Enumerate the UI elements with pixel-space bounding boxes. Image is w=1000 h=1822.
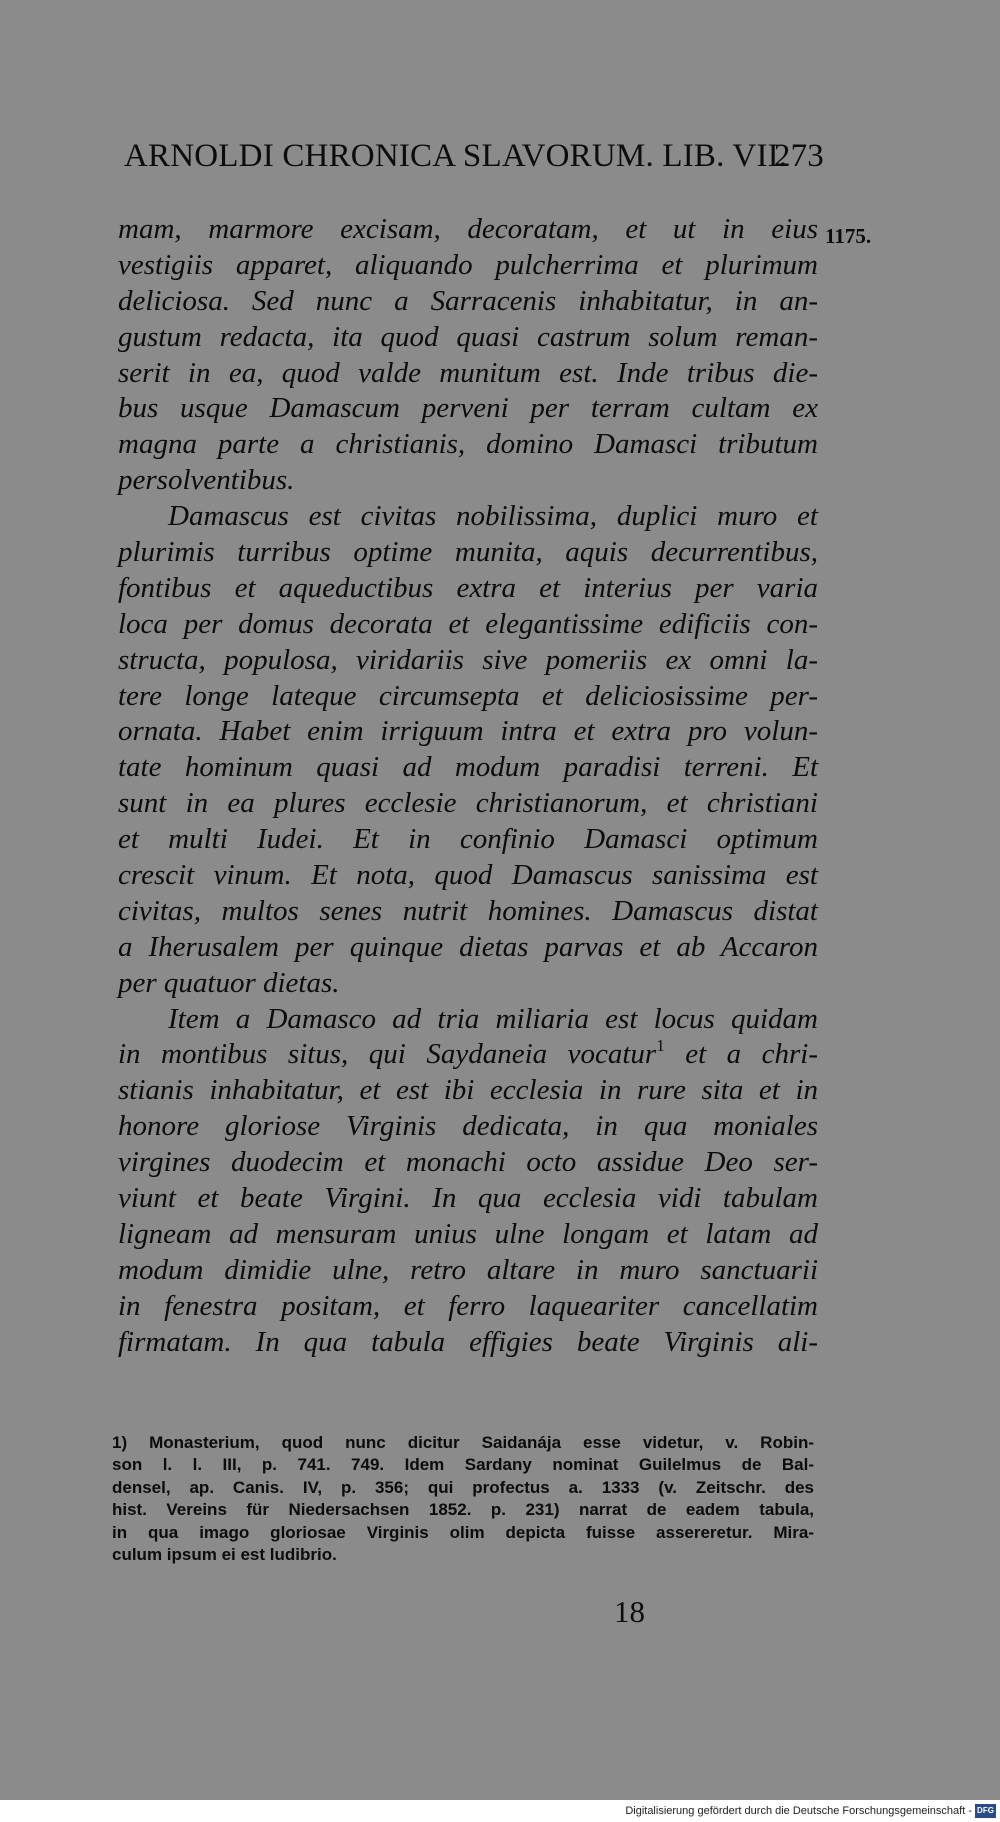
- text-line: plurimis turribus optime munita, aquis decurrentibus,: [118, 536, 818, 569]
- digitization-footer: [0, 1800, 1000, 1822]
- text-line: vestigiis apparet, aliquando pulcherrima et plurimum: [118, 248, 818, 281]
- text-line: tere longe lateque circumsepta et deliciosissime per-: [118, 679, 818, 712]
- text-line: serit in ea, quod valde munitum est. Inde tribus die-: [118, 356, 818, 389]
- running-head-title: ARNOLDI CHRONICA SLAVORUM. LIB. VII.: [124, 138, 788, 174]
- text-line: mam, marmore excisam, decoratam, et ut in eius: [118, 213, 818, 245]
- text-line: et multi Iudei. Et in confinio Damasci optimum: [118, 823, 818, 856]
- text-line: ligneam ad mensuram unius ulne longam et latam ad: [118, 1217, 818, 1250]
- text-line: per quatuor dietas.: [118, 966, 340, 999]
- text-line-with-footnote-ref: [118, 1037, 818, 1073]
- footnote-line: hist. Vereins für Niedersachsen 1852. p. 231) narrat de eadem tabula,: [112, 1500, 814, 1520]
- margin-year-note: 1175.: [825, 224, 872, 248]
- text-line: Item a Damasco ad tria miliaria est locus quidam: [168, 1002, 818, 1035]
- text-line: magna parte a christianis, domino Damasci tributum: [118, 428, 818, 461]
- text-line: honore gloriose Virginis dedicata, in qua moniales: [118, 1110, 818, 1143]
- text-line: in fenestra positam, et ferro laqueariter cancellatim: [118, 1289, 818, 1322]
- paragraph-2: [118, 499, 818, 1001]
- text-segment: in montibus situs, qui Saydaneia vocatur: [118, 1038, 657, 1071]
- text-line: stianis inhabitatur, et est ibi ecclesia in rure sita et in: [118, 1074, 818, 1107]
- running-head: [124, 136, 824, 176]
- text-line: gustum redacta, ita quod quasi castrum solum reman-: [118, 320, 818, 353]
- footnote-line: culum ipsum ei est ludibrio.: [112, 1544, 337, 1564]
- paragraph-3: [118, 1002, 818, 1361]
- text-line: firmatam. In qua tabula effigies beate Virginis ali-: [118, 1325, 818, 1358]
- dfg-logo-icon: DFG: [975, 1804, 996, 1818]
- main-text: [118, 212, 818, 1361]
- text-line: a Iherusalem per quinque dietas parvas et ab Accaron: [118, 930, 818, 963]
- footnote-line: in qua imago gloriosae Virginis olim depicta fuisse assereretur. Mira-: [112, 1522, 814, 1542]
- text-line: crescit vinum. Et nota, quod Damascus sanissima est: [118, 859, 818, 892]
- footnote-line: son l. l. III, p. 741. 749. Idem Sardany nominat Guilelmus de Bal-: [112, 1455, 814, 1475]
- text-line: virgines duodecim et monachi octo assidue Deo ser-: [118, 1146, 818, 1179]
- text-line: loca per domus decorata et elegantissime edificiis con-: [118, 607, 818, 640]
- funding-credit: Digitalisierung gefördert durch die Deutsche Forschungsgemeinschaft -: [625, 1805, 972, 1817]
- text-line: deliciosa. Sed nunc a Sarracenis inhabitatur, in an-: [118, 284, 818, 317]
- text-line: Damascus est civitas nobilissima, duplici muro et: [168, 500, 818, 533]
- footnote-line: 1) Monasterium, quod nunc dicitur Saidanája esse videtur, v. Robin-: [112, 1433, 814, 1452]
- text-line: modum dimidie ulne, retro altare in muro sanctuarii: [118, 1253, 818, 1286]
- text-line: civitas, multos senes nutrit homines. Damascus distat: [118, 894, 818, 927]
- page-number: 273: [773, 138, 824, 174]
- footnote-line: densel, ap. Canis. IV, p. 356; qui profectus a. 1333 (v. Zeitschr. des: [112, 1477, 814, 1497]
- text-line: fontibus et aqueductibus extra et interius per varia: [118, 571, 818, 604]
- text-line: sunt in ea plures ecclesie christianorum, et christiani: [118, 787, 818, 820]
- signature-mark: 18: [614, 1594, 645, 1629]
- text-line: viunt et beate Virgini. In qua ecclesia vidi tabulam: [118, 1182, 818, 1215]
- footnote: [112, 1432, 814, 1566]
- text-line: ornata. Habet enim irriguum intra et extra pro volun-: [118, 715, 818, 748]
- footnote-reference: 1: [656, 1036, 665, 1056]
- text-line: bus usque Damascum perveni per terram cultam ex: [118, 392, 818, 425]
- text-segment: et a chri-: [664, 1038, 818, 1071]
- paragraph-1: [118, 212, 818, 499]
- text-line: persolventibus.: [118, 464, 295, 497]
- text-line: tate hominum quasi ad modum paradisi terreni. Et: [118, 751, 818, 784]
- text-line: structa, populosa, viridariis sive pomeriis ex omni la-: [118, 643, 818, 676]
